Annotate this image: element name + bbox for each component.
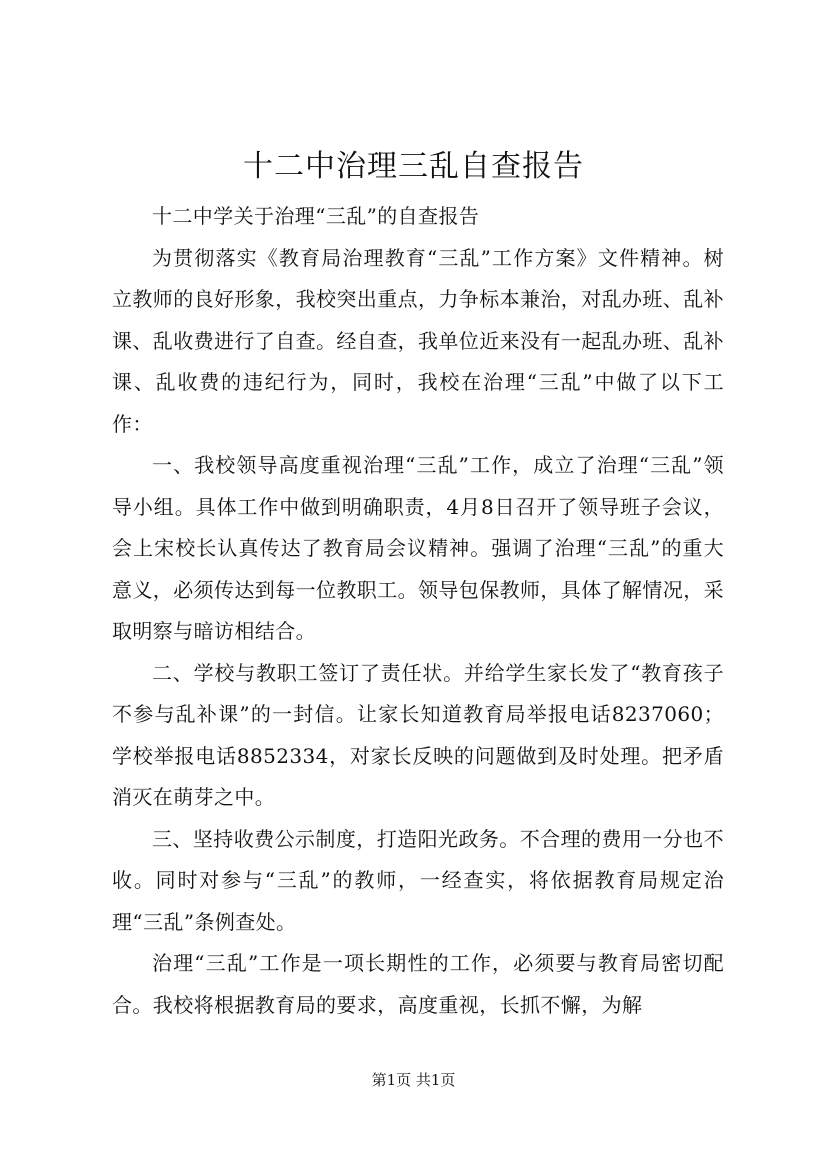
intro-paragraph: 为贯彻落实《教育局治理教育“三乱”工作方案》文件精神。树立教师的良好形象，我校突出重点，力争标本兼治，对乱办班、乱补课、乱收费进行了自查。经自查，我单位近来没有一起乱办班、乱补课、乱收费的违纪行为，同时，我校在治理“三乱”中做了以下工作： [112,245,724,436]
document-body [112,196,724,1026]
page-number-footer: 第1页 共1页 [371,1071,456,1089]
point-three-paragraph: 三、坚持收费公示制度，打造阳光政务。不合理的费用一分也不收。同时对参与“三乱”的教师，一经查实，将依据教育局规定治理“三乱”条例查处。 [112,826,724,934]
closing-paragraph: 治理“三乱”工作是一项长期性的工作，必须要与教育局密切配合。我校将根据教育局的要求，高度重视，长抓不懈，为解 [112,951,724,1017]
point-one-paragraph: 一、我校领导高度重视治理“三乱”工作，成立了治理“三乱”领导小组。具体工作中做到明确职责，4月8日召开了领导班子会议，会上宋校长认真传达了教育局会议精神。强调了治理“三乱”的重大意义，必须传达到每一位教职工。领导包保教师，具体了解情况，采取明察与暗访相结合。 [112,453,724,643]
subtitle-paragraph: 十二中学关于治理“三乱”的自查报告 [152,204,480,228]
point-two-paragraph: 二、学校与教职工签订了责任状。并给学生家长发了“教育孩子不参与乱补课”的一封信。让家长知道教育局举报电话8237060；学校举报电话8852334，对家长反映的问题做到及时处理。把矛盾消灭在萌芽之中。 [112,660,724,809]
document-title: 十二中治理三乱自查报告 [243,149,584,184]
